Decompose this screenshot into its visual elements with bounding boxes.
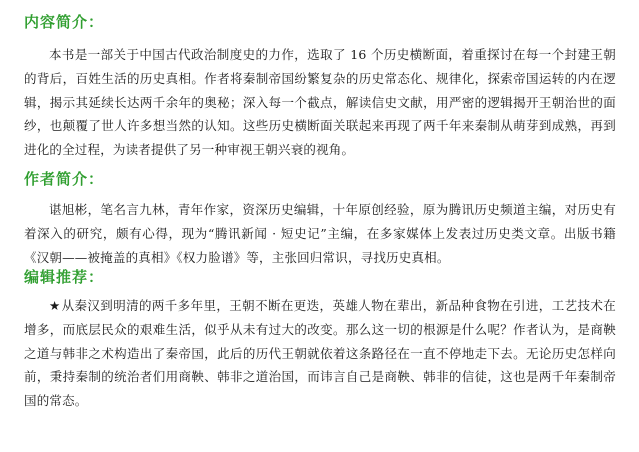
content-intro-heading: 内容简介： (24, 13, 105, 31)
content-intro-text: 本书是一部关于中国古代政治制度史的力作，选取了 16 个历史横断面，着重探讨在每一个封建王朝的背后，百姓生活的历史真相。作者将秦制帝国纷繁复杂的历史常态化、规律化，探索帝国运转的内在逻辑，揭示其延续长达两千余年的奥秘；深入每一个截点，解读信史文献，用严密的逻辑揭开王朝治世的面纱，也颠覆了世人许多想当然的认知。这些历史横断面关联起来再现了两千年来秦制从萌芽到成熟，再到进化的全过程，为读者提供了另一种审视王朝兴衰的视角。 (24, 47, 616, 158)
editor-recommendation-text: 从秦汉到明清的两千多年里，王朝不断在更迭，英雄人物在辈出，新品种食物在引进，工艺技术在增多，而底层民众的艰难生活，似乎从未有过大的改变。那么这一切的根源是什么呢？作者认为，是商鞅之道与韩非之术构造出了秦帝国，此后的历代王朝就依着这条路径在一直不停地走下去。无论历史怎样向前，秉持秦制的统治者们用商鞅、韩非之道治国，而讳言自己是商鞅、韩非的信徒，这也是两千年秦制帝国的常态。 (24, 298, 616, 409)
author-intro-text: 谌旭彬，笔名言九林，青年作家，资深历史编辑，十年原创经验，原为腾讯历史频道主编，对历史有着深入的研究，颇有心得，现为“腾讯新闻 · 短史记”主编，在多家媒体上发表过历史类文章。出版书籍《汉朝——被掩盖的真相》《权力脸谱》等，主张回归常识，寻找历史真相。 (24, 202, 616, 265)
editor-recommendation-heading: 编辑推荐： (24, 268, 105, 286)
editor-recommendation-paragraph (24, 294, 616, 413)
star-icon: ★ (49, 298, 61, 313)
author-intro-heading: 作者简介： (24, 170, 105, 188)
